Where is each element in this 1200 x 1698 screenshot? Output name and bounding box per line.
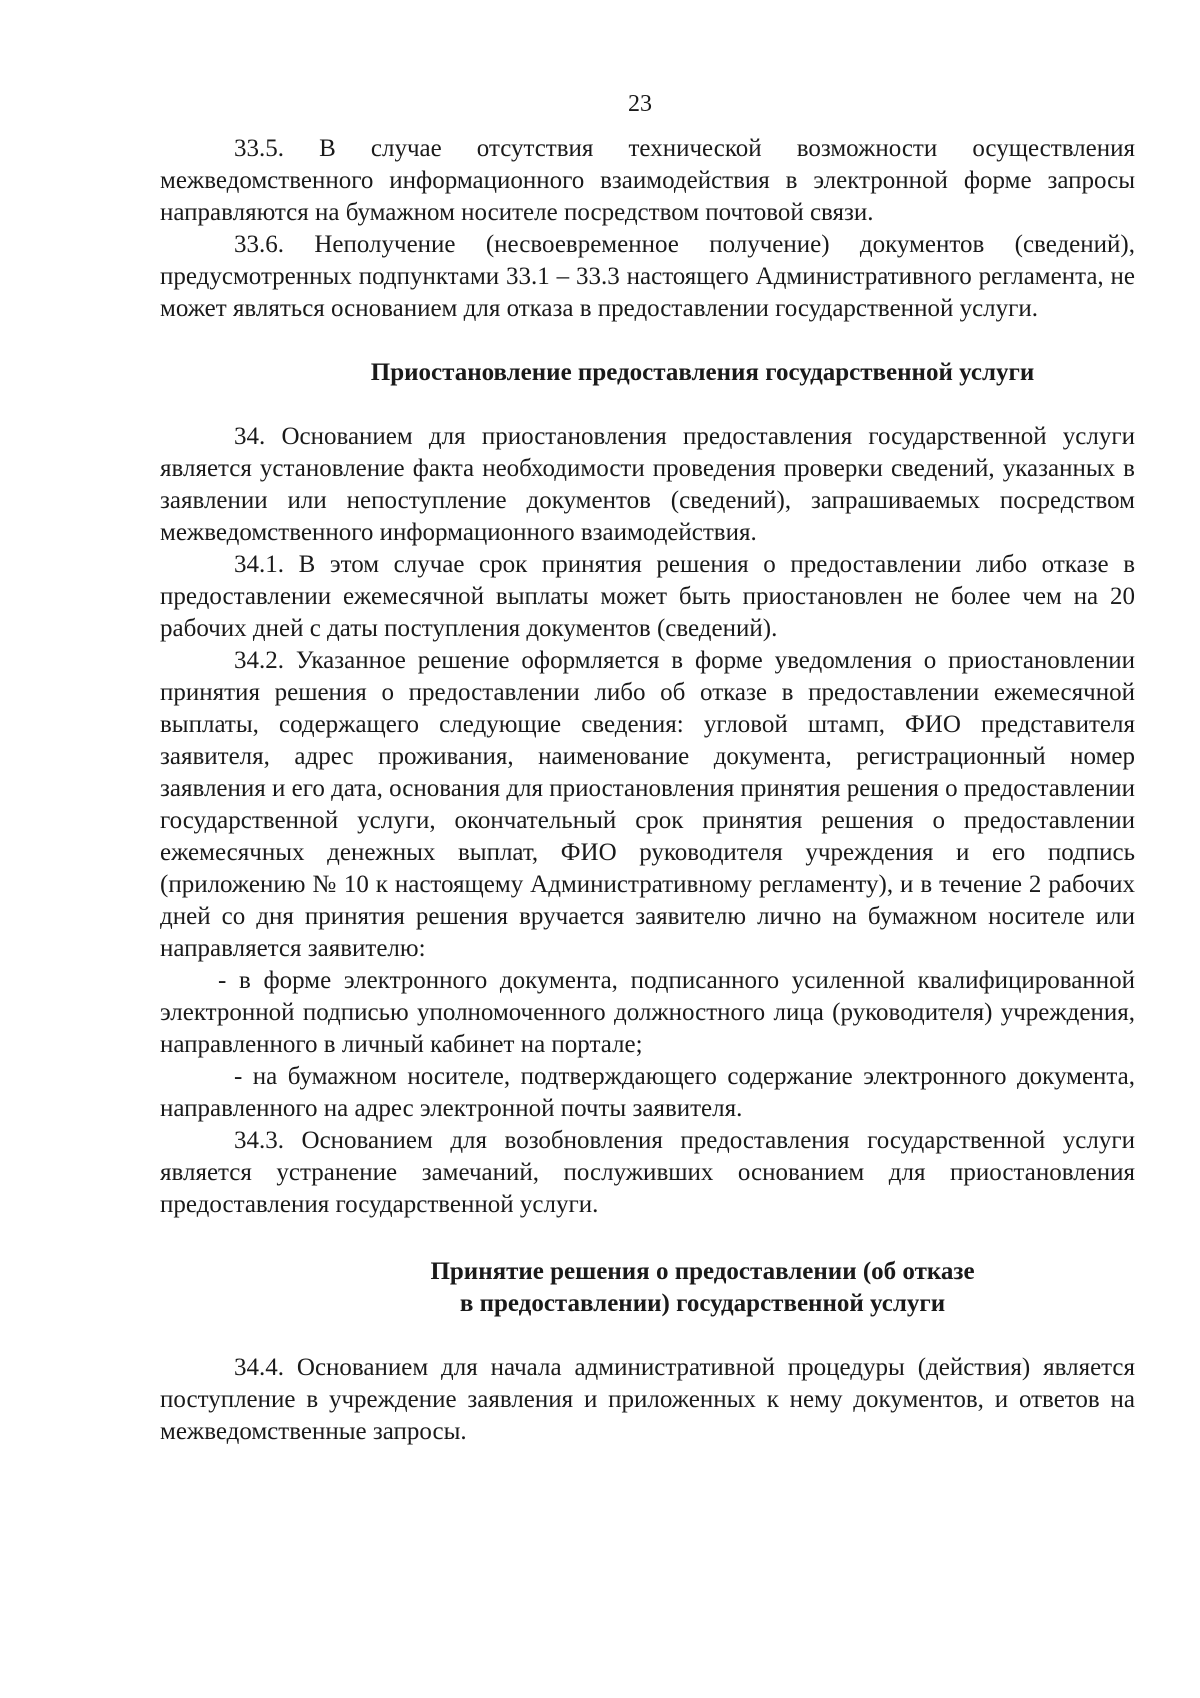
section-heading-decision	[160, 1256, 1135, 1320]
paragraph-34-3: 34.3. Основанием для возобновления предоставления государственной услуги является устранение замечаний, послуживших основанием для приостановления предоставления государственной услуги.	[160, 1127, 1135, 1218]
paragraph-33-5: 33.5. В случае отсутствия технической возможности осуществления межведомственного информационного взаимодействия в электронной форме запросы направляются на бумажном носителе посредством почтовой связи.	[160, 135, 1135, 226]
document-body	[160, 133, 1135, 1448]
paragraph-34: 34. Основанием для приостановления предоставления государственной услуги является установление факта необходимости проведения проверки сведений, указанных в заявлении или непоступление документов (сведений), запрашиваемых посредством межведомственного информационного взаимодействия.	[160, 423, 1135, 546]
paragraph-34-2: 34.2. Указанное решение оформляется в форме уведомления о приостановлении принятия решения о предоставлении либо об отказе в предоставлении ежемесячной выплаты, содержащего следующие сведения: угловой штамп, ФИО представителя заявителя, адрес проживания, наименование документа, регистрационный номер заявления и его дата, основания для приостановления принятия решения о предоставлении государственной услуги, окончательный срок принятия решения о предоставлении ежемесячных денежных выплат, ФИО руководителя учреждения и его подпись (приложению № 10 к настоящему Административному регламенту), и в течение 2 рабочих дней со дня принятия решения вручается заявителю лично на бумажном носителе или направляется заявителю:	[160, 647, 1135, 962]
paragraph-34-1: 34.1. В этом случае срок принятия решения о предоставлении либо отказе в предоставлении ежемесячной выплаты может быть приостановлен не более чем на 20 рабочих дней с даты поступления документов (сведений).	[160, 551, 1135, 642]
paragraph-33-6: 33.6. Неполучение (несвоевременное получение) документов (сведений), предусмотренных подпунктами 33.1 – 33.3 настоящего Административного регламента, не может являться основанием для отказа в предоставлении государственной услуги.	[160, 231, 1135, 322]
section-heading-suspension: Приостановление предоставления государственной услуги	[370, 359, 1035, 386]
section-heading-decision-line-1: Принятие решения о предоставлении (об отказе	[430, 1258, 975, 1285]
section-heading-decision-line-2: в предоставлении) государственной услуги	[459, 1290, 946, 1317]
bullet-electronic-document: - в форме электронного документа, подписанного усиленной квалифицированной электронной подписью уполномоченного должностного лица (руководителя) учреждения, направленного в личный кабинет на портале;	[160, 967, 1135, 1058]
bullet-paper-document: - на бумажном носителе, подтверждающего содержание электронного документа, направленного на адрес электронной почты заявителя.	[160, 1063, 1135, 1122]
paragraph-34-4: 34.4. Основанием для начала административной процедуры (действия) является поступление в учреждение заявления и приложенных к нему документов, и ответов на межведомственные запросы.	[160, 1354, 1135, 1445]
page-number: 23	[628, 91, 652, 117]
